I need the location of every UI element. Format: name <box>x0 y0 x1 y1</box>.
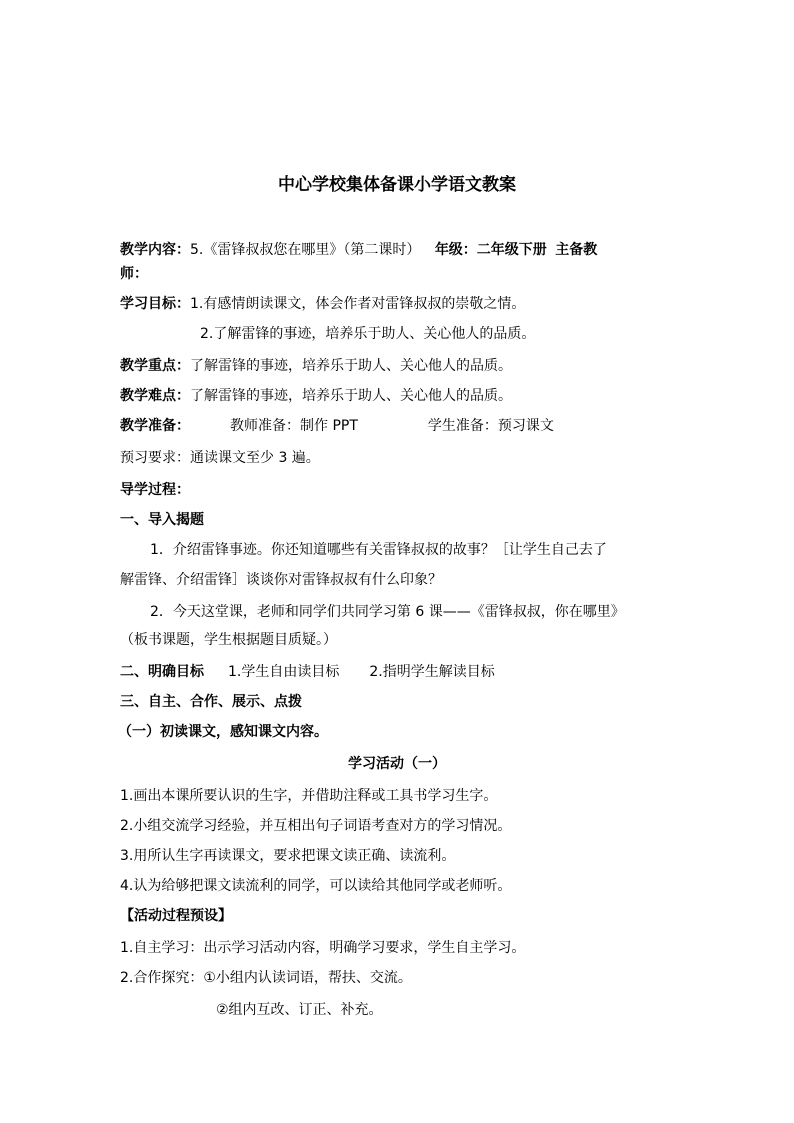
lead-teacher-label: 主备教 <box>555 242 598 258</box>
activity-item: 2.小组交流学习经验，并互相出句子词语考查对方的学习情况。 <box>120 818 512 834</box>
student-preparation: 学生准备：预习课文 <box>427 418 554 434</box>
section-2-item-2: 2.指明学生解读目标 <box>369 664 495 680</box>
preset-item-2-b: ②组内互改、订正、补充。 <box>216 1002 383 1018</box>
lead-teacher-label-cont: 师： <box>120 266 148 282</box>
activity-title: 学习活动（一） <box>348 756 446 772</box>
preset-heading: 【活动过程预设】 <box>120 908 232 924</box>
preset-item-2-a: ①小组内认读词语，帮扶、交流。 <box>203 970 412 986</box>
preset-item-2-label: 2.合作探究： <box>120 970 204 986</box>
section-1-paragraph-1-line-2: 解雷锋、介绍雷锋］谈谈你对雷锋叔叔有什么印象？ <box>120 572 442 588</box>
teacher-preparation: 教师准备：制作 PPT <box>230 418 358 434</box>
process-label: 导学过程： <box>120 482 190 498</box>
difficulty-line <box>120 384 700 408</box>
key-point-text: 了解雷锋的事迹，培养乐于助人、关心他人的品质。 <box>190 358 512 374</box>
section-1-heading: 一、导入揭题 <box>120 512 204 528</box>
teaching-content-line <box>120 238 700 262</box>
grade-label: 年级：二年级下册 <box>434 242 547 258</box>
section-1-paragraph-2-line-1: 2．今天这堂课，老师和同学们共同学习第 6 课——《雷锋叔叔，你在哪里》 <box>150 604 625 620</box>
difficulty-text: 了解雷锋的事迹，培养乐于助人、关心他人的品质。 <box>190 388 512 404</box>
section-2-heading: 二、明确目标 <box>120 664 204 680</box>
section-3-sub-1: （一）初读课文，感知课文内容。 <box>118 724 328 740</box>
section-2-item-1: 1.学生自由读目标 <box>228 664 340 680</box>
page-title: 中心学校集体备课小学语文教案 <box>278 175 516 195</box>
preparation-line <box>120 414 700 438</box>
key-point-label: 教学重点： <box>120 358 190 374</box>
objective-item-2: 2.了解雷锋的事迹，培养乐于助人、关心他人的品质。 <box>200 326 536 342</box>
objectives-label: 学习目标： <box>120 296 190 312</box>
section-1-paragraph-2-line-2: （板书课题，学生根据题目质疑。） <box>120 632 337 648</box>
objectives-line <box>120 292 700 316</box>
activity-item: 3.用所认生字再读课文，要求把课文读正确、读流利。 <box>120 848 456 864</box>
objective-item-1: 1.有感情朗读课文，体会作者对雷锋叔叔的崇敬之情。 <box>190 296 526 312</box>
preview-requirement: 预习要求：通读课文至少 3 遍。 <box>120 450 320 466</box>
difficulty-label: 教学难点： <box>120 388 190 404</box>
section-1-paragraph-1-line-1: 1．介绍雷锋事迹。你还知道哪些有关雷锋叔叔的故事？［让学生自己去了 <box>150 542 607 558</box>
section-3-heading: 三、自主、合作、展示、点拨 <box>120 694 302 710</box>
activity-item: 1.画出本课所要认识的生字，并借助注释或工具书学习生字。 <box>120 788 498 804</box>
preset-item-1: 1.自主学习：出示学习活动内容，明确学习要求，学生自主学习。 <box>120 940 526 956</box>
preset-item-2 <box>120 966 700 990</box>
teaching-content-label: 教学内容： <box>120 242 190 258</box>
section-2-line <box>120 660 700 684</box>
teaching-content-text: 5.《雷锋叔叔您在哪里》（第二课时） <box>190 242 421 258</box>
activity-item: 4.认为给够把课文读流利的同学，可以读给其他同学或老师听。 <box>120 878 512 894</box>
key-point-line <box>120 354 700 378</box>
preparation-label: 教学准备： <box>120 418 190 434</box>
